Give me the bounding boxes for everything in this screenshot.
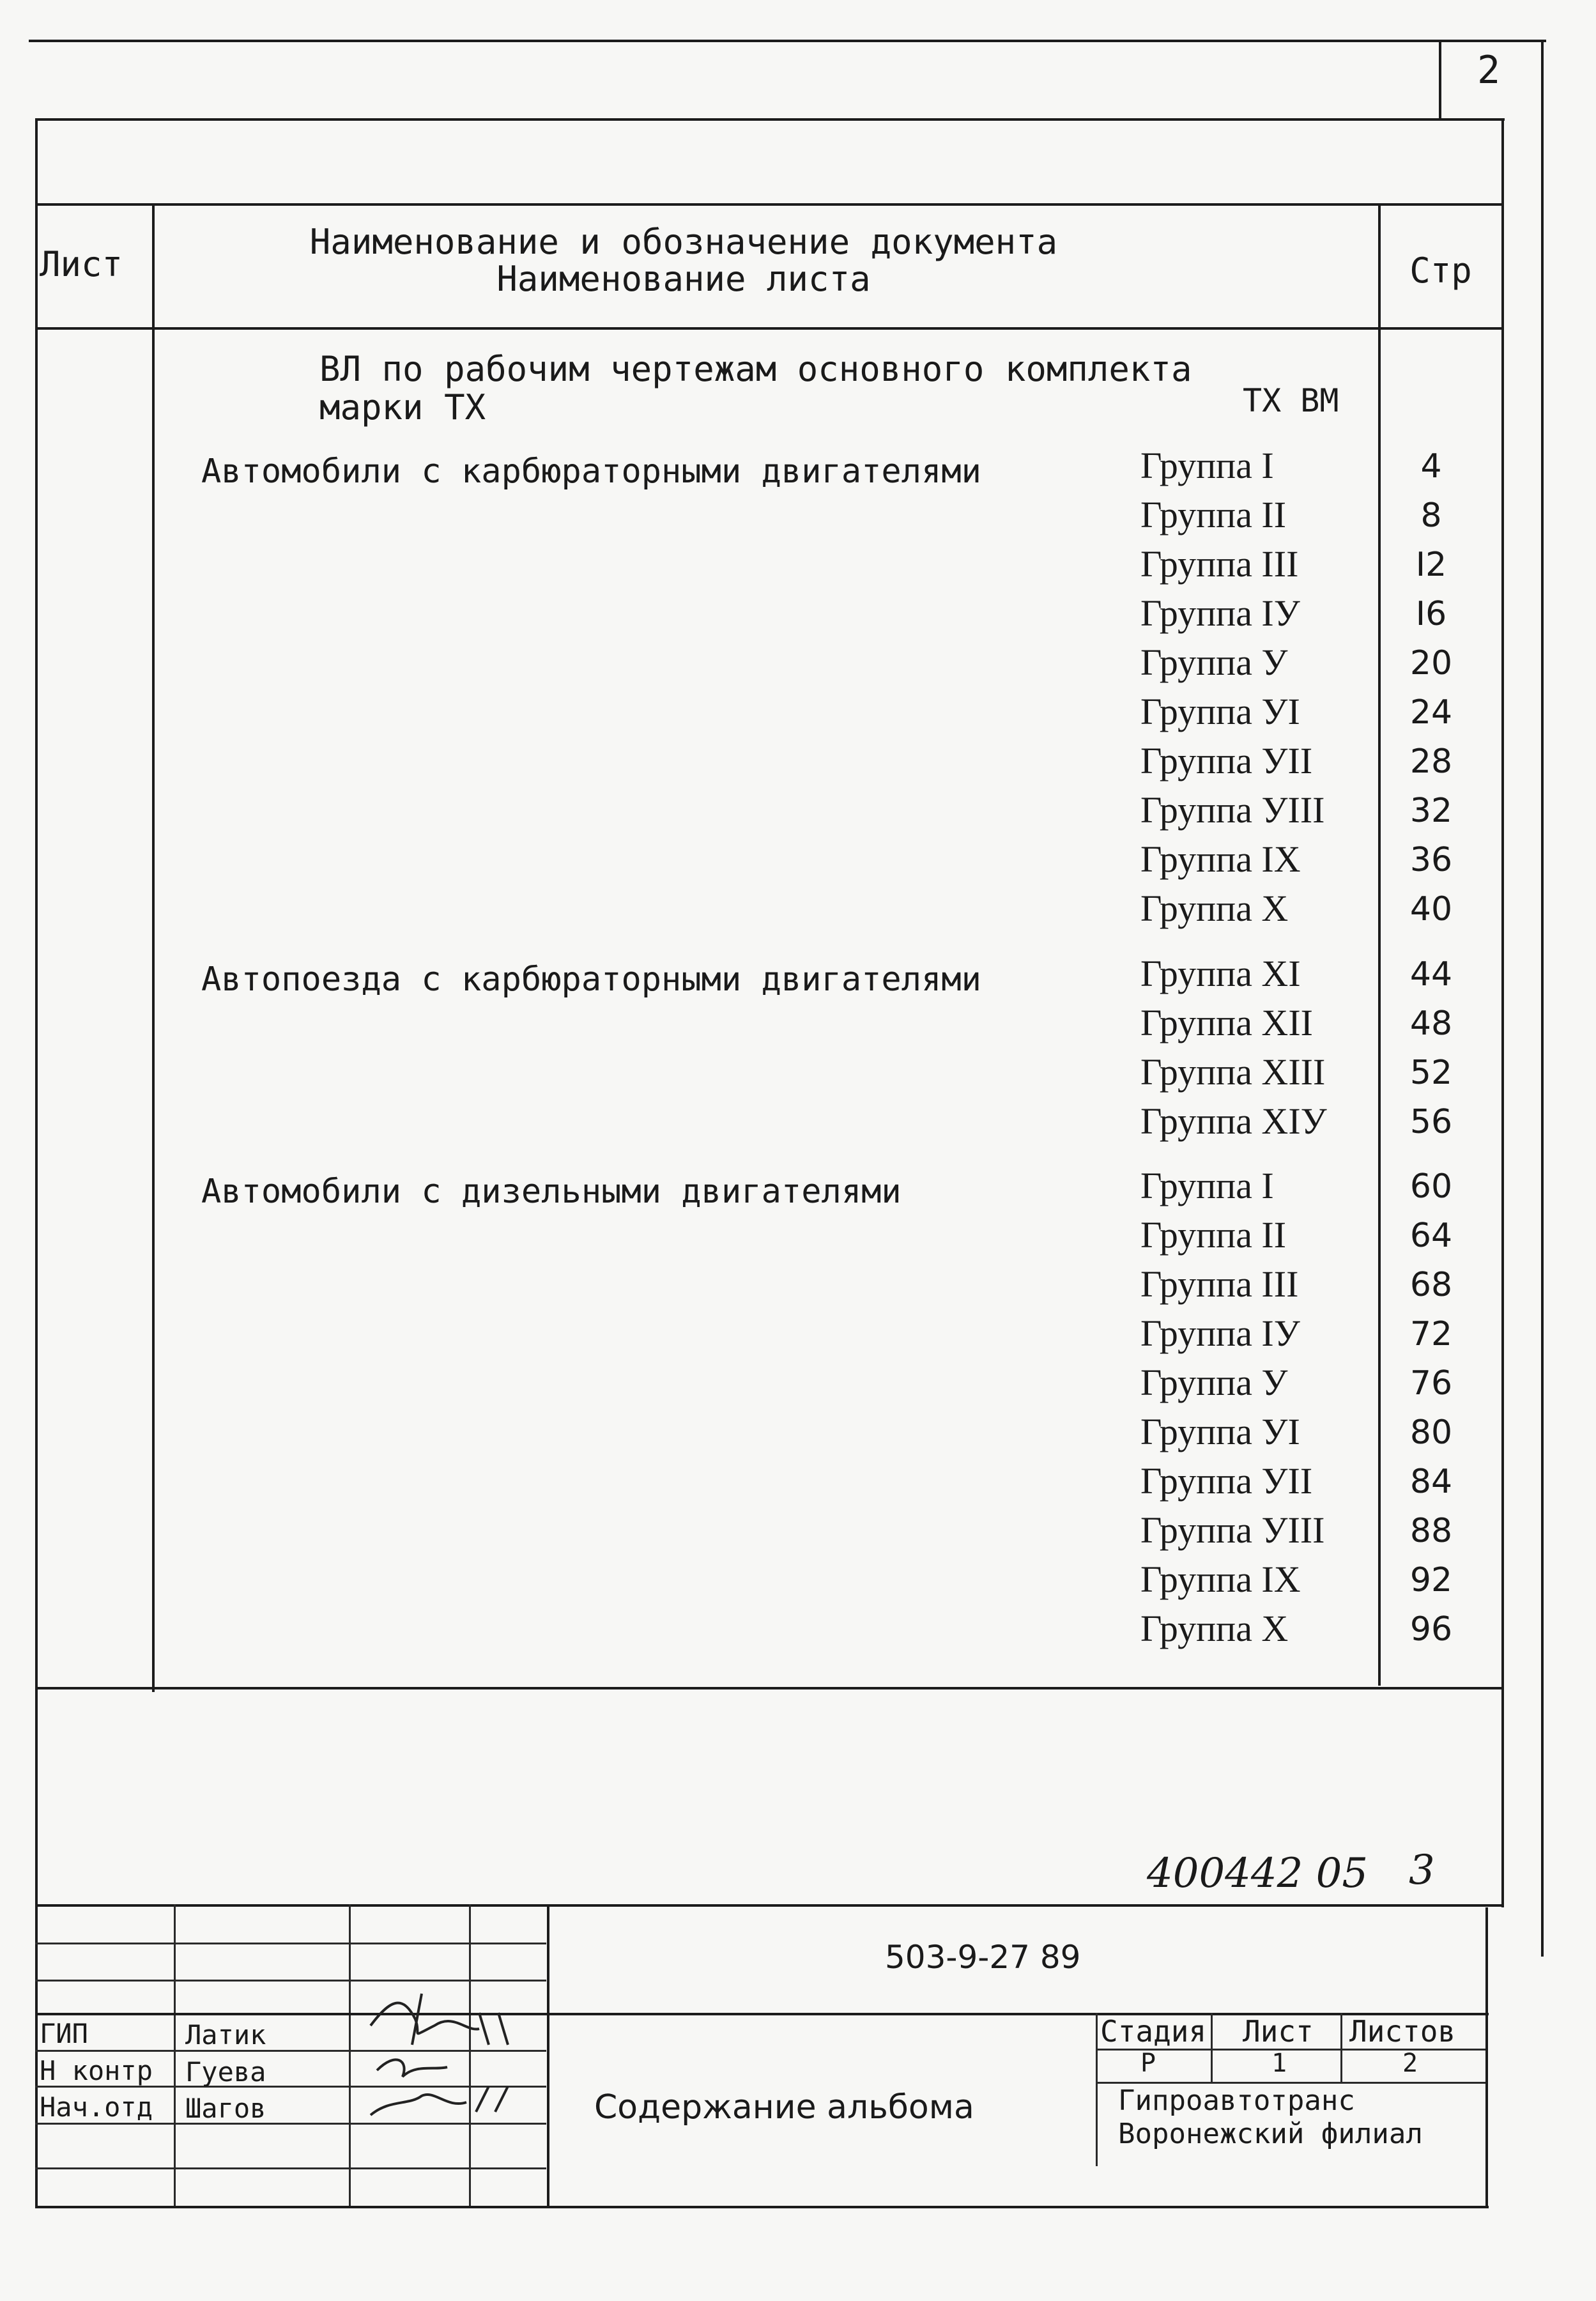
signature-marks bbox=[351, 1974, 556, 2128]
role-label: Н контр bbox=[40, 2055, 153, 2086]
top-border bbox=[29, 40, 1546, 42]
stamp-row bbox=[35, 2167, 546, 2169]
group-page: 32 bbox=[1409, 792, 1453, 830]
group-label: Группа X bbox=[1140, 1608, 1289, 1649]
stamp-top-line bbox=[35, 1904, 1501, 1907]
header-title bbox=[153, 224, 1214, 298]
stage-label: Стадия bbox=[1100, 2014, 1207, 2049]
inventory-number: 400442 05 bbox=[1147, 1850, 1369, 1897]
group-label: Группа I bbox=[1140, 1165, 1274, 1206]
stamp-col-1 bbox=[174, 1904, 176, 2208]
group-label: Группа УIII bbox=[1140, 789, 1325, 831]
group-label: Группа УI bbox=[1140, 691, 1300, 732]
sheet-value: 1 bbox=[1271, 2049, 1287, 2078]
stamp-right-col bbox=[1211, 2013, 1213, 2083]
group-page: 24 bbox=[1409, 693, 1453, 732]
header-page: Стр bbox=[1409, 250, 1472, 291]
frame-right-lower bbox=[1485, 1907, 1488, 2208]
group-page: 76 bbox=[1409, 1364, 1453, 1403]
page-number: 2 bbox=[1477, 48, 1501, 93]
sheet-label: Лист bbox=[1243, 2014, 1314, 2049]
intro-line1: ВЛ по рабочим чертежам основного комплекта bbox=[319, 349, 1192, 389]
table-bottom-line bbox=[35, 1687, 1501, 1689]
group-page: 4 bbox=[1420, 447, 1442, 486]
group-label: Группа УII bbox=[1140, 740, 1313, 781]
group-label: Группа XIII bbox=[1140, 1051, 1326, 1093]
group-page: I2 bbox=[1415, 546, 1447, 584]
group-page: 68 bbox=[1409, 1266, 1453, 1304]
section-title: Автопоезда с карбюраторными двигателями bbox=[201, 960, 981, 999]
group-page: I6 bbox=[1415, 595, 1447, 633]
document-title: Содержание альбома bbox=[594, 2088, 974, 2127]
group-page: 20 bbox=[1409, 644, 1453, 682]
role-label: ГИП bbox=[40, 2018, 88, 2049]
group-label: Группа XI bbox=[1140, 953, 1301, 994]
group-page: 56 bbox=[1409, 1103, 1453, 1141]
group-label: Группа УI bbox=[1140, 1411, 1300, 1452]
group-page: 80 bbox=[1409, 1413, 1453, 1452]
stamp-bottom-line bbox=[35, 2206, 1489, 2208]
header-top-line bbox=[35, 203, 1501, 206]
organization-line1: Гипроавтотранс bbox=[1118, 2084, 1355, 2117]
frame-top bbox=[35, 118, 1505, 121]
header-title-line2: Наименование листа bbox=[496, 259, 871, 299]
stamp-right-row bbox=[1096, 2082, 1485, 2084]
section-title: Автомобили с карбюраторными двигателями bbox=[201, 452, 981, 491]
stamp-col-2 bbox=[349, 1904, 351, 2208]
organization-line2: Воронежский филиал bbox=[1118, 2118, 1423, 2150]
person-name: Латик bbox=[185, 2019, 266, 2051]
group-label: Группа УII bbox=[1140, 1460, 1313, 1502]
group-page: 96 bbox=[1409, 1610, 1453, 1649]
group-label: Группа II bbox=[1140, 494, 1287, 535]
group-label: Группа УIII bbox=[1140, 1509, 1325, 1551]
group-page: 36 bbox=[1409, 841, 1453, 879]
group-label: Группа III bbox=[1140, 1263, 1299, 1305]
group-page: 72 bbox=[1409, 1315, 1453, 1353]
group-label: Группа III bbox=[1140, 543, 1299, 585]
group-page: 88 bbox=[1409, 1512, 1453, 1550]
person-name: Шагов bbox=[185, 2093, 266, 2124]
intro-tag: ТХ ВМ bbox=[1243, 382, 1339, 419]
group-page: 52 bbox=[1409, 1054, 1453, 1092]
group-label: Группа XII bbox=[1140, 1002, 1313, 1043]
document-code: 503-9-27 89 bbox=[885, 1939, 1081, 1976]
group-label: Группа IУ bbox=[1140, 1312, 1300, 1354]
group-label: Группа I bbox=[1140, 445, 1274, 486]
stamp-row bbox=[35, 1943, 546, 1944]
intro-text bbox=[319, 350, 1192, 427]
group-page: 60 bbox=[1409, 1167, 1453, 1206]
role-label: Нач.отд bbox=[40, 2091, 153, 2123]
sheets-label: Листов bbox=[1349, 2014, 1456, 2049]
group-page: 92 bbox=[1409, 1561, 1453, 1599]
header-sheet: Лист bbox=[40, 244, 123, 284]
handwritten-sheet: 3 bbox=[1409, 1847, 1435, 1894]
group-label: Группа II bbox=[1140, 1214, 1287, 1256]
person-name: Гуева bbox=[185, 2056, 266, 2088]
group-page: 48 bbox=[1409, 1004, 1453, 1043]
group-page: 40 bbox=[1409, 890, 1453, 928]
group-label: Группа X bbox=[1140, 888, 1289, 929]
group-label: Группа У bbox=[1140, 1362, 1288, 1403]
sheets-value: 2 bbox=[1402, 2049, 1418, 2078]
section-title: Автомобили с дизельными двигателями bbox=[201, 1173, 902, 1211]
stamp-right-col bbox=[1340, 2013, 1342, 2083]
group-label: Группа XIУ bbox=[1140, 1100, 1327, 1142]
group-label: Группа IX bbox=[1140, 1558, 1301, 1600]
group-page: 28 bbox=[1409, 743, 1453, 781]
header-title-line1: Наименование и обозначение документа bbox=[309, 222, 1058, 262]
stamp-right-col bbox=[1096, 2013, 1098, 2166]
group-label: Группа У bbox=[1140, 642, 1288, 683]
stage-value: Р bbox=[1140, 2049, 1156, 2078]
group-label: Группа IУ bbox=[1140, 592, 1300, 634]
group-page: 8 bbox=[1420, 496, 1442, 535]
intro-line2: марки ТХ bbox=[319, 387, 486, 427]
header-bottom-line bbox=[35, 327, 1501, 330]
frame-right bbox=[1501, 118, 1504, 1907]
group-page: 44 bbox=[1409, 955, 1453, 994]
group-label: Группа IX bbox=[1140, 838, 1301, 880]
group-page: 64 bbox=[1409, 1217, 1453, 1255]
frame-left bbox=[35, 118, 38, 2208]
group-page: 84 bbox=[1409, 1463, 1453, 1501]
col-sheet-divider bbox=[152, 203, 155, 1692]
right-outer-border bbox=[1541, 40, 1544, 1957]
